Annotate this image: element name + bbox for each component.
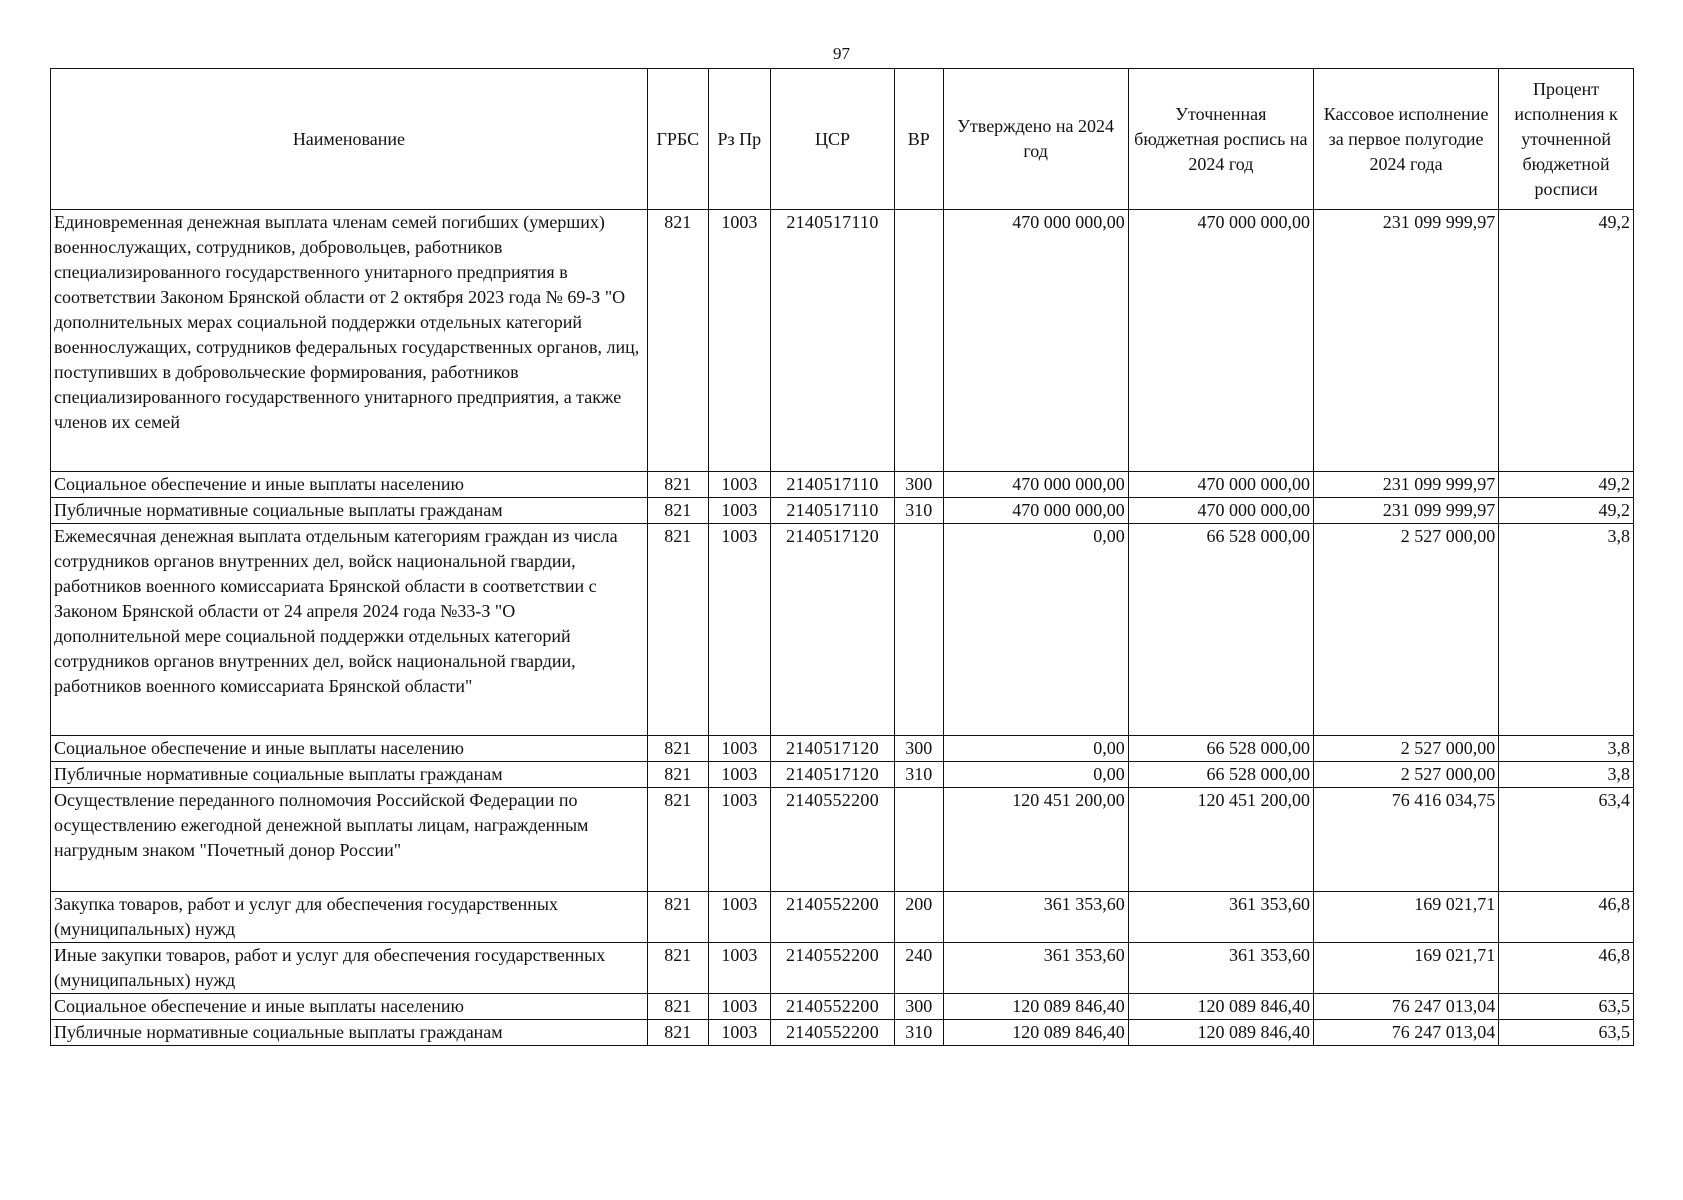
header-refined: Уточненная бюджетная роспись на 2024 год xyxy=(1128,69,1313,210)
cell-refined: 120 089 846,40 xyxy=(1128,994,1313,1020)
cell-name: Единовременная денежная выплата членам семей погибших (умерших) военнослужащих, сотрудников, добровольцев, работников специализированного государственного унитарного предприятия в соответствии Законом Брянской области от 2 октября 2023 года № 69-З "О дополнительных мерах социальной поддержки отдельных категорий военнослужащих, сотрудников федеральных государственных органов, лиц, поступивших в добровольческие формирования, работников специализированного государственного унитарного предприятия, а также членов их семей xyxy=(51,210,648,472)
cell-percent: 63,5 xyxy=(1499,1020,1634,1046)
cell-grbs: 821 xyxy=(647,994,708,1020)
cell-vr xyxy=(895,524,943,736)
cell-name: Публичные нормативные социальные выплаты гражданам xyxy=(51,498,648,524)
cell-vr: 310 xyxy=(895,1020,943,1046)
cell-grbs: 821 xyxy=(647,472,708,498)
cell-csr: 2140517110 xyxy=(770,472,894,498)
cell-refined: 361 353,60 xyxy=(1128,892,1313,943)
cell-csr: 2140517120 xyxy=(770,736,894,762)
cell-approved: 0,00 xyxy=(943,524,1128,736)
table-row xyxy=(51,762,1634,788)
cell-cash: 169 021,71 xyxy=(1313,943,1498,994)
cell-name: Осуществление переданного полномочия Российской Федерации по осуществлению ежегодной денежной выплаты лицам, награжденным нагрудным знаком "Почетный донор России" xyxy=(51,788,648,892)
header-name: Наименование xyxy=(51,69,648,210)
cell-vr: 300 xyxy=(895,472,943,498)
cell-percent: 46,8 xyxy=(1499,892,1634,943)
cell-refined: 120 451 200,00 xyxy=(1128,788,1313,892)
cell-rzpr: 1003 xyxy=(708,762,770,788)
cell-refined: 470 000 000,00 xyxy=(1128,210,1313,472)
cell-csr: 2140517120 xyxy=(770,524,894,736)
cell-cash: 169 021,71 xyxy=(1313,892,1498,943)
cell-refined: 361 353,60 xyxy=(1128,943,1313,994)
cell-csr: 2140552200 xyxy=(770,892,894,943)
budget-table xyxy=(50,68,1634,1046)
cell-percent: 3,8 xyxy=(1499,736,1634,762)
table-row xyxy=(51,994,1634,1020)
cell-rzpr: 1003 xyxy=(708,994,770,1020)
cell-approved: 361 353,60 xyxy=(943,892,1128,943)
table-row xyxy=(51,524,1634,736)
cell-rzpr: 1003 xyxy=(708,1020,770,1046)
cell-rzpr: 1003 xyxy=(708,943,770,994)
header-csr: ЦСР xyxy=(770,69,894,210)
cell-percent: 49,2 xyxy=(1499,472,1634,498)
cell-rzpr: 1003 xyxy=(708,892,770,943)
cell-vr xyxy=(895,788,943,892)
table-row xyxy=(51,472,1634,498)
page-number: 97 xyxy=(833,44,850,63)
cell-rzpr: 1003 xyxy=(708,788,770,892)
cell-vr: 240 xyxy=(895,943,943,994)
cell-cash: 2 527 000,00 xyxy=(1313,524,1498,736)
cell-approved: 0,00 xyxy=(943,736,1128,762)
cell-cash: 231 099 999,97 xyxy=(1313,210,1498,472)
cell-cash: 2 527 000,00 xyxy=(1313,762,1498,788)
cell-refined: 66 528 000,00 xyxy=(1128,736,1313,762)
cell-vr xyxy=(895,210,943,472)
cell-name: Публичные нормативные социальные выплаты гражданам xyxy=(51,762,648,788)
cell-percent: 63,5 xyxy=(1499,994,1634,1020)
cell-cash: 76 247 013,04 xyxy=(1313,994,1498,1020)
cell-name: Ежемесячная денежная выплата отдельным категориям граждан из числа сотрудников органов внутренних дел, войск национальной гвардии, работников военного комиссариата Брянской области в соответствии с Законом Брянской области от 24 апреля 2024 года №33-З "О дополнительной мере социальной поддержки отдельных категорий сотрудников органов внутренних дел, войск национальной гвардии, работников военного комиссариата Брянской области" xyxy=(51,524,648,736)
table-row xyxy=(51,210,1634,472)
cell-percent: 49,2 xyxy=(1499,210,1634,472)
cell-csr: 2140517110 xyxy=(770,210,894,472)
header-rzpr: Рз Пр xyxy=(708,69,770,210)
cell-refined: 470 000 000,00 xyxy=(1128,472,1313,498)
cell-percent: 3,8 xyxy=(1499,524,1634,736)
cell-percent: 63,4 xyxy=(1499,788,1634,892)
cell-grbs: 821 xyxy=(647,210,708,472)
table-row xyxy=(51,943,1634,994)
cell-percent: 49,2 xyxy=(1499,498,1634,524)
cell-name: Иные закупки товаров, работ и услуг для обеспечения государственных (муниципальных) нужд xyxy=(51,943,648,994)
table-row xyxy=(51,1020,1634,1046)
header-vr: ВР xyxy=(895,69,943,210)
cell-name: Социальное обеспечение и иные выплаты населению xyxy=(51,736,648,762)
cell-approved: 120 089 846,40 xyxy=(943,1020,1128,1046)
cell-csr: 2140552200 xyxy=(770,994,894,1020)
header-grbs: ГРБС xyxy=(647,69,708,210)
cell-vr: 300 xyxy=(895,994,943,1020)
table-body xyxy=(51,210,1634,1046)
cell-refined: 470 000 000,00 xyxy=(1128,498,1313,524)
cell-vr: 310 xyxy=(895,762,943,788)
cell-vr: 310 xyxy=(895,498,943,524)
cell-grbs: 821 xyxy=(647,762,708,788)
cell-approved: 361 353,60 xyxy=(943,943,1128,994)
cell-rzpr: 1003 xyxy=(708,736,770,762)
cell-approved: 0,00 xyxy=(943,762,1128,788)
cell-rzpr: 1003 xyxy=(708,472,770,498)
cell-vr: 200 xyxy=(895,892,943,943)
table-row xyxy=(51,498,1634,524)
cell-refined: 66 528 000,00 xyxy=(1128,762,1313,788)
cell-cash: 2 527 000,00 xyxy=(1313,736,1498,762)
cell-rzpr: 1003 xyxy=(708,210,770,472)
cell-cash: 76 416 034,75 xyxy=(1313,788,1498,892)
cell-grbs: 821 xyxy=(647,1020,708,1046)
cell-grbs: 821 xyxy=(647,892,708,943)
cell-refined: 66 528 000,00 xyxy=(1128,524,1313,736)
cell-vr: 300 xyxy=(895,736,943,762)
header-percent: Процент исполнения к уточненной бюджетной росписи xyxy=(1499,69,1634,210)
cell-name: Публичные нормативные социальные выплаты гражданам xyxy=(51,1020,648,1046)
cell-approved: 120 451 200,00 xyxy=(943,788,1128,892)
table-row xyxy=(51,736,1634,762)
cell-csr: 2140517120 xyxy=(770,762,894,788)
cell-grbs: 821 xyxy=(647,736,708,762)
cell-grbs: 821 xyxy=(647,943,708,994)
cell-refined: 120 089 846,40 xyxy=(1128,1020,1313,1046)
cell-percent: 3,8 xyxy=(1499,762,1634,788)
cell-cash: 76 247 013,04 xyxy=(1313,1020,1498,1046)
cell-name: Социальное обеспечение и иные выплаты населению xyxy=(51,472,648,498)
cell-grbs: 821 xyxy=(647,788,708,892)
cell-csr: 2140552200 xyxy=(770,943,894,994)
header-approved: Утверждено на 2024 год xyxy=(943,69,1128,210)
cell-cash: 231 099 999,97 xyxy=(1313,498,1498,524)
cell-grbs: 821 xyxy=(647,524,708,736)
cell-csr: 2140517110 xyxy=(770,498,894,524)
cell-cash: 231 099 999,97 xyxy=(1313,472,1498,498)
cell-name: Социальное обеспечение и иные выплаты населению xyxy=(51,994,648,1020)
cell-csr: 2140552200 xyxy=(770,788,894,892)
cell-grbs: 821 xyxy=(647,498,708,524)
cell-approved: 470 000 000,00 xyxy=(943,498,1128,524)
cell-approved: 120 089 846,40 xyxy=(943,994,1128,1020)
table-header xyxy=(51,69,1634,210)
table-row xyxy=(51,788,1634,892)
header-cash: Кассовое исполнение за первое полугодие 2024 года xyxy=(1313,69,1498,210)
cell-rzpr: 1003 xyxy=(708,524,770,736)
cell-approved: 470 000 000,00 xyxy=(943,472,1128,498)
table-row xyxy=(51,892,1634,943)
cell-name: Закупка товаров, работ и услуг для обеспечения государственных (муниципальных) нужд xyxy=(51,892,648,943)
cell-csr: 2140552200 xyxy=(770,1020,894,1046)
cell-rzpr: 1003 xyxy=(708,498,770,524)
cell-approved: 470 000 000,00 xyxy=(943,210,1128,472)
cell-percent: 46,8 xyxy=(1499,943,1634,994)
